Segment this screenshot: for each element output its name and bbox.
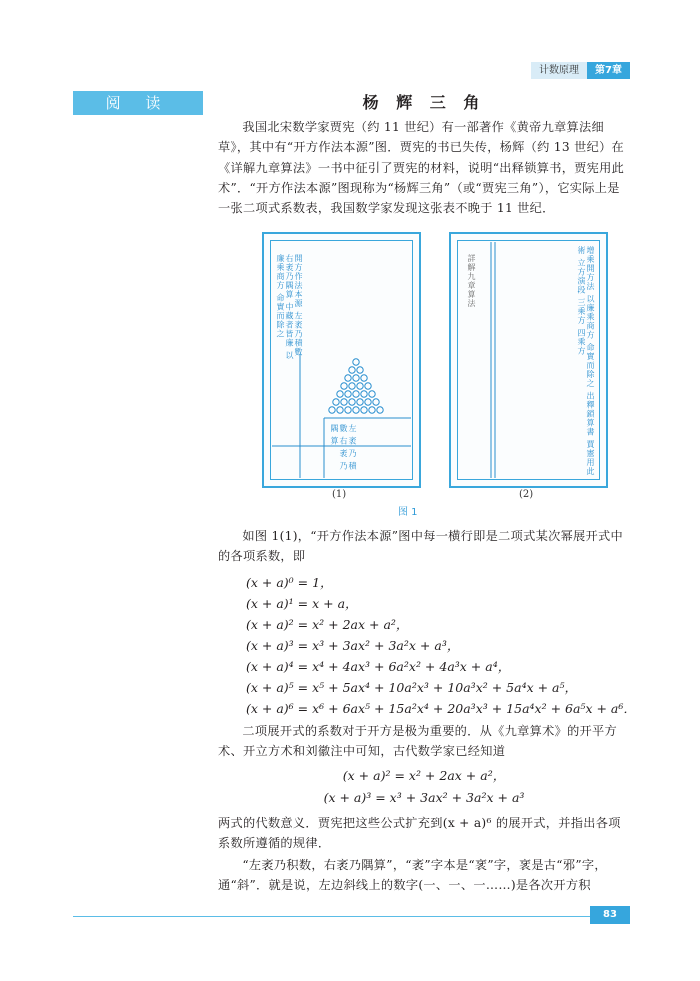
figure-right-side-text: 詳解九章算法: [467, 254, 476, 308]
chapter-label: 第7章: [587, 62, 630, 79]
figure-left-bottom-text: 左 袤 乃 積 數 右 袤 乃 隅 算: [330, 424, 357, 471]
paragraph-3: 二项展开式的系数对于开方是极为重要的．从《九章算术》的开平方术、开立方术和刘徽注中可知，古代数学家已经知道: [218, 724, 618, 759]
figure-label: 图 1: [398, 507, 418, 518]
figure-left-text: 開方作法本源 左袤乃積數 右袤乃隅算 中藏者皆廉 以廉乘商方 命實而除之: [276, 254, 303, 361]
chapter-header: [531, 62, 630, 79]
page-title: 杨 辉 三 角: [362, 93, 486, 112]
figure-right-image: [449, 232, 608, 488]
paragraph-4: 两式的代数意义．贾宪把这些公式扩充到(x + a)⁶ 的展开式，并指出各项系数所遵循的规律．: [218, 816, 621, 851]
equation-4: (x + a)⁴ = x⁴ + 4ax³ + 6a²x² + 4a³x + a⁴，: [246, 659, 511, 674]
center-equation-2: (x + a)³ = x³ + 3ax² + 3a²x + a³: [323, 790, 525, 805]
intro-paragraph: 我国北宋数学家贾宪（约 11 世纪）有一部著作《黄帝九章算法细草》，其中有“开方作法本源”图．贾宪的书已失传，杨辉（约 13 世纪）在《详解九章算法》一书中征引了贾宪的材料，说明“出释锁算书，贾宪用此术”．“开方作法本源”图现称为“杨辉三角”（或“贾宪三角”），它实际上是一张二项式系数表，我国数学家发现这张表不晚于 11 世纪．: [218, 120, 625, 216]
figure-right-text: 增乘開方法 以廉乘商方 命實而除之 出釋鎖算書 賈憲用此術 立方演段 三乘方 四乘方: [577, 246, 595, 477]
equation-2: (x + a)² = x² + 2ax + a²，: [246, 617, 409, 632]
equation-3: (x + a)³ = x³ + 3ax² + 3a²x + a³，: [246, 638, 460, 653]
page-number: 83: [590, 906, 630, 924]
figure-left-caption: (1): [332, 489, 347, 500]
figure-left-image: [262, 232, 421, 488]
equation-6: (x + a)⁶ = x⁶ + 6ax⁵ + 15a²x⁴ + 20a³x³ + 15a⁴x² + 6a⁵x + a⁶．: [246, 701, 636, 716]
center-equation-1: (x + a)² = x² + 2ax + a²，: [342, 768, 506, 783]
figure-right-caption: (2): [519, 489, 534, 500]
paragraph-2: 如图 1(1)，“开方作法本源”图中每一横行即是二项式某次幂展开式中的各项系数，即: [218, 529, 624, 564]
equation-1: (x + a)¹ = x + a，: [246, 596, 358, 611]
footer-line: [73, 916, 630, 917]
equation-0: (x + a)⁰ = 1，: [246, 575, 333, 590]
paragraph-5: “左袤乃积数，右袤乃隅算”，“袤”字本是“衺”字，衺是古“邪”字，通“斜”．就是说，左边斜线上的数字(一、一、一……)是各次开方积: [218, 858, 607, 893]
reading-label: 阅 读: [73, 91, 203, 115]
section-label: 计数原理: [531, 62, 587, 79]
equation-5: (x + a)⁵ = x⁵ + 5ax⁴ + 10a²x³ + 10a³x² + 5a⁴x + a⁵，: [246, 680, 578, 695]
